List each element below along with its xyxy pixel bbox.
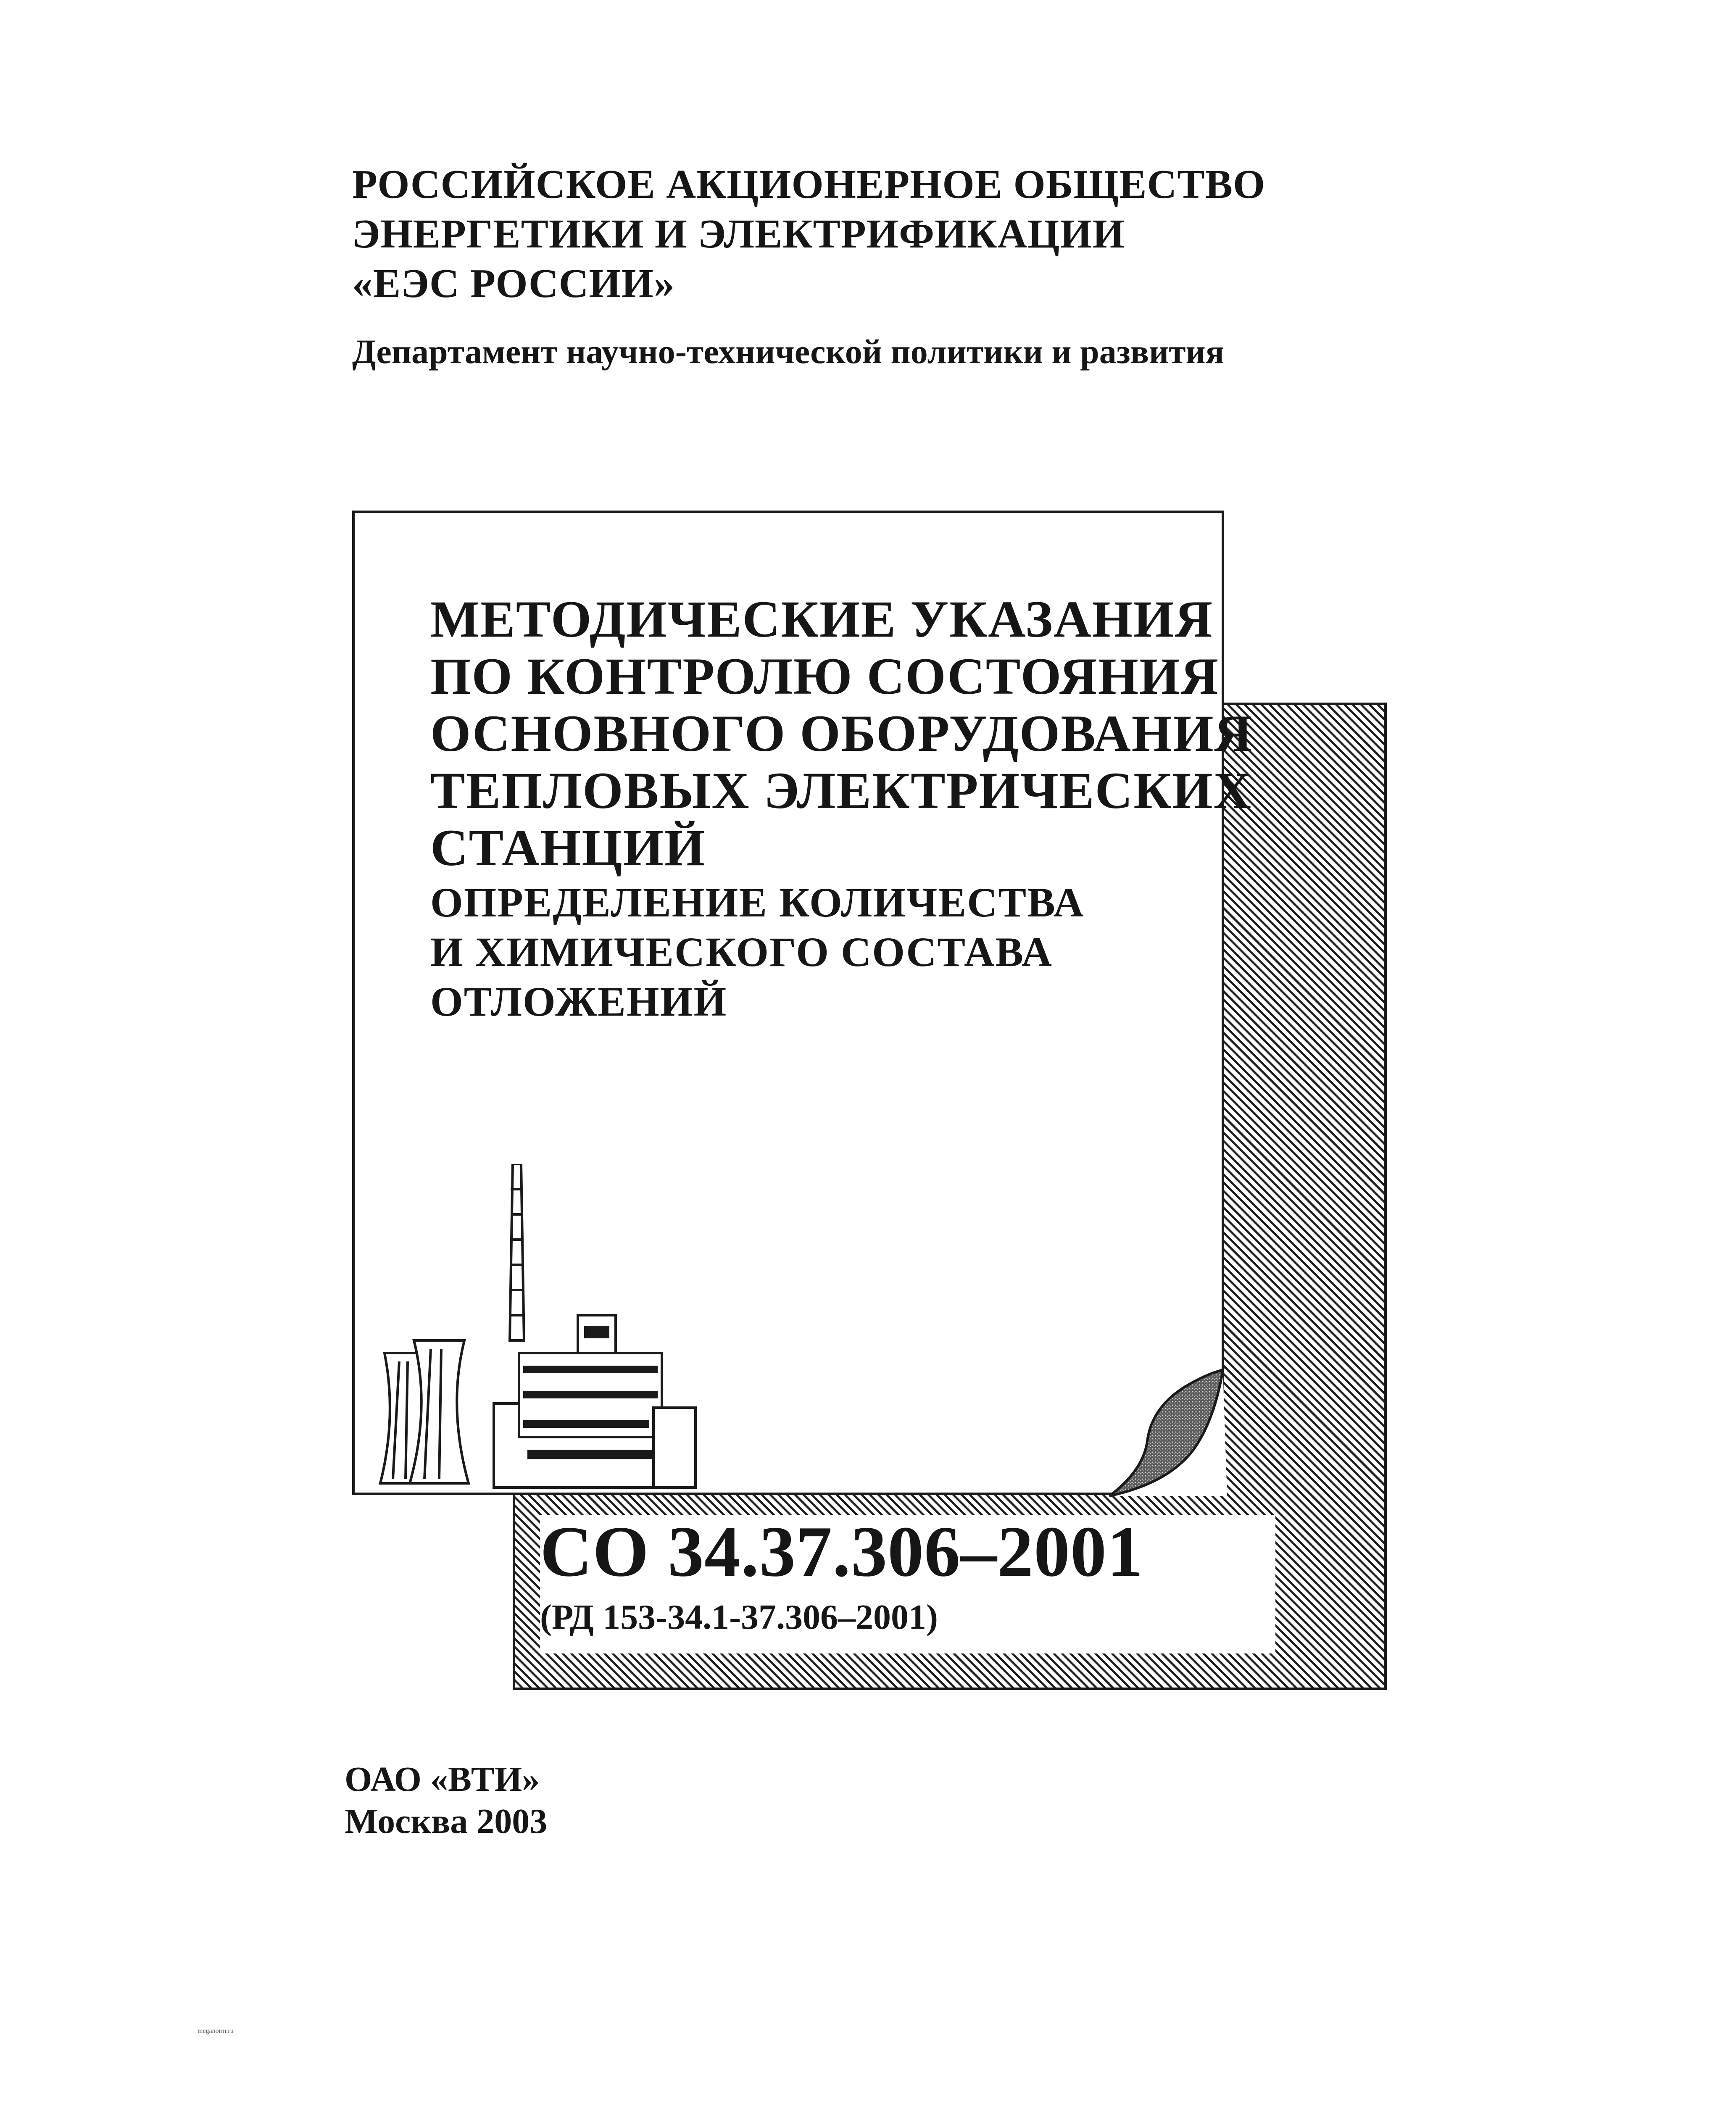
title-line-3: ОСНОВНОГО ОБОРУДОВАНИЯ [430,705,1253,762]
title-line-4: ТЕПЛОВЫХ ЭЛЕКТРИЧЕСКИХ [430,762,1252,819]
org-line-3: «ЕЭС РОССИИ» [352,261,675,306]
footer-mark: meganorm.ru [198,2027,234,2035]
title-line-2: ПО КОНТРОЛЮ СОСТОЯНИЯ [430,648,1220,705]
subtitle-line-3: ОТЛОЖЕНИЙ [430,978,727,1025]
standard-code: СО 34.37.306–2001 [540,1512,1143,1592]
subtitle-line-2: И ХИМИЧЕСКОГО СОСТАВА [430,929,1053,975]
subtitle-line-1: ОПРЕДЕЛЕНИЕ КОЛИЧЕСТВА [430,879,1085,926]
title-line-5: СТАНЦИЙ [430,819,706,877]
org-line-1: РОССИЙСКОЕ АКЦИОНЕРНОЕ ОБЩЕСТВО [352,162,1266,207]
page-curl-icon [1101,1357,1235,1500]
document-title-block [430,590,1253,1025]
power-plant-icon [368,1164,712,1492]
publisher-name: ОАО «ВТИ» [345,1760,540,1799]
rd-code: (РД 153-34.1-37.306–2001) [540,1598,938,1637]
organization-header [352,160,1361,308]
publisher-block [345,1759,547,1843]
title-line-1: МЕТОДИЧЕСКИЕ УКАЗАНИЯ [430,590,1214,648]
department-name: Департамент научно-технической политики и развития [352,332,1225,371]
publisher-city-year: Москва 2003 [345,1802,548,1841]
org-line-2: ЭНЕРГЕТИКИ И ЭЛЕКТРИФИКАЦИИ [352,211,1125,257]
